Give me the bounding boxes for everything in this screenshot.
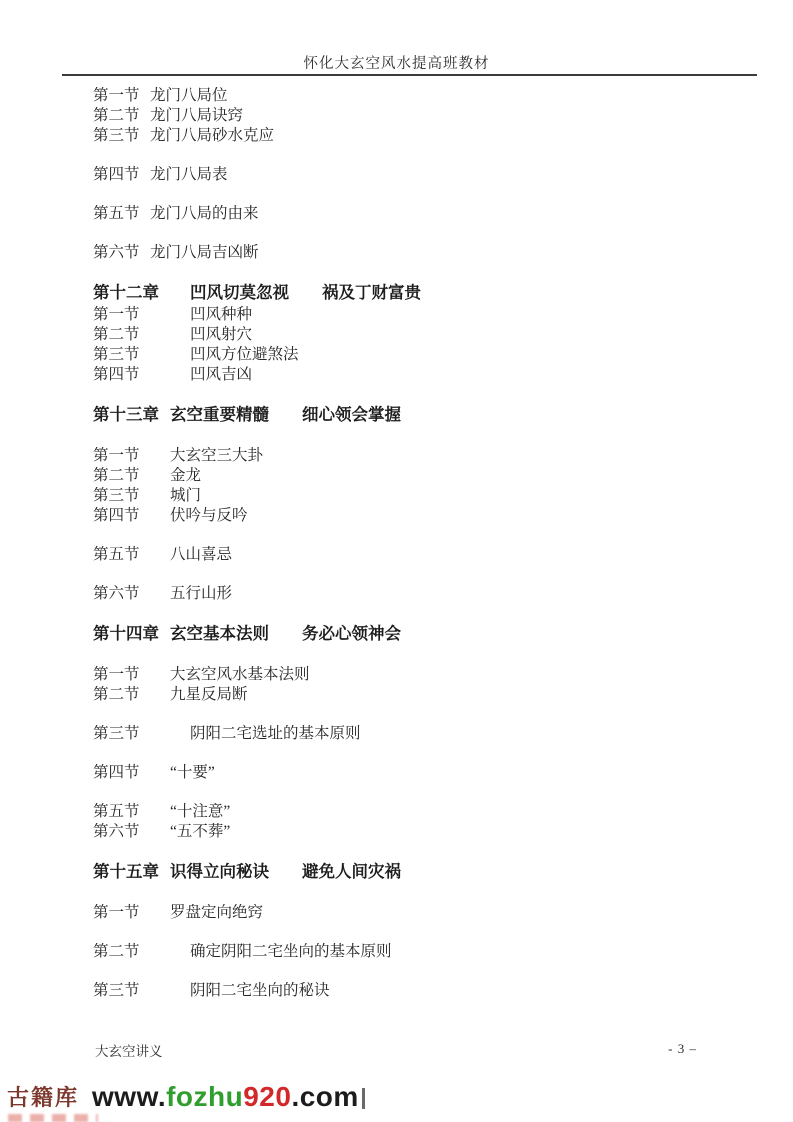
toc-row-title: 伏吟与反吟 bbox=[170, 507, 248, 524]
toc-row-title: 凹风射穴 bbox=[190, 326, 253, 343]
cropped-glyph bbox=[362, 1088, 365, 1109]
toc-section-row bbox=[93, 903, 777, 923]
toc-row-title: 凹风方位避煞法 bbox=[190, 346, 299, 363]
toc-section-row bbox=[93, 165, 777, 185]
toc-row-title: 确定阴阳二宅坐向的基本原则 bbox=[190, 943, 392, 960]
toc-row-label: 第六节 bbox=[93, 585, 140, 602]
toc-row-label: 第十二章 bbox=[93, 284, 159, 302]
toc-section-row bbox=[93, 486, 777, 506]
toc-row-title: 八山喜忌 bbox=[170, 546, 233, 563]
toc-section-row bbox=[93, 243, 777, 263]
toc-row-title: 玄空基本法则 务必心领神会 bbox=[170, 625, 401, 643]
footer-page-number: - 3 – bbox=[668, 1041, 697, 1056]
toc-section-row bbox=[93, 665, 777, 685]
toc-row-title: 凹风吉凶 bbox=[190, 366, 253, 383]
toc-row-label: 第三节 bbox=[93, 982, 140, 999]
toc-row-title: 九星反局断 bbox=[170, 686, 248, 703]
toc-row-label: 第三节 bbox=[93, 725, 140, 742]
toc-row-label: 第一节 bbox=[93, 904, 140, 921]
toc-row-label: 第一节 bbox=[93, 666, 140, 683]
toc-row-title: 金龙 bbox=[170, 467, 202, 484]
toc-row-label: 第四节 bbox=[93, 507, 140, 524]
toc-row-title: 识得立向秘诀 避免人间灾祸 bbox=[170, 863, 401, 881]
toc-row-label: 第二节 bbox=[93, 686, 140, 703]
toc-section-row bbox=[93, 584, 777, 604]
toc-section-row bbox=[93, 345, 777, 365]
toc-section-row bbox=[93, 942, 777, 962]
toc-chapter-row bbox=[93, 861, 777, 884]
watermark-url bbox=[92, 1081, 359, 1113]
toc-row-label: 第六节 bbox=[93, 823, 140, 840]
toc-row-label: 第一节 bbox=[93, 306, 140, 323]
toc-section-row bbox=[93, 126, 777, 146]
toc-row-label: 第三节 bbox=[93, 346, 140, 363]
toc-row-label: 第三节 bbox=[93, 127, 140, 144]
page-header-title: 怀化大玄空风水提高班教材 bbox=[303, 56, 490, 72]
toc-section-row bbox=[93, 802, 777, 822]
watermark-logo: 古籍库 bbox=[7, 1085, 80, 1110]
toc-row-title: 城门 bbox=[170, 487, 202, 504]
toc-row-title: 龙门八局的由来 bbox=[150, 205, 259, 222]
toc-row-label: 第一节 bbox=[93, 87, 140, 104]
toc-section-row bbox=[93, 763, 777, 783]
toc-row-title: 阴阳二宅选址的基本原则 bbox=[190, 725, 361, 742]
toc-chapter-row bbox=[93, 282, 777, 305]
toc-row-title: 凹风切莫忽视 祸及丁财富贵 bbox=[190, 284, 421, 302]
watermark-artifact bbox=[8, 1114, 98, 1122]
toc-section-row bbox=[93, 685, 777, 705]
header-rule bbox=[62, 74, 757, 76]
toc-section-row bbox=[93, 545, 777, 565]
toc-row-label: 第六节 bbox=[93, 244, 140, 261]
watermark bbox=[7, 1081, 365, 1113]
toc-row-label: 第二节 bbox=[93, 326, 140, 343]
toc-row-title: 五行山形 bbox=[170, 585, 233, 602]
toc-row-label: 第五节 bbox=[93, 205, 140, 222]
toc-row-title: 阴阳二宅坐向的秘诀 bbox=[190, 982, 330, 999]
toc-row-label: 第一节 bbox=[93, 447, 140, 464]
toc-row-label: 第二节 bbox=[93, 107, 140, 124]
toc-row-title: “五不葬” bbox=[170, 823, 231, 840]
toc-row-label: 第四节 bbox=[93, 764, 140, 781]
footer-doc-title: 大玄空讲义 bbox=[95, 1044, 163, 1059]
toc-row-title: 大玄空风水基本法则 bbox=[170, 666, 310, 683]
toc-row-title: 龙门八局诀窍 bbox=[150, 107, 244, 124]
toc-row-title: 龙门八局砂水克应 bbox=[150, 127, 275, 144]
watermark-url-red: 920 bbox=[243, 1081, 292, 1112]
toc-section-row bbox=[93, 305, 777, 325]
toc-row-title: 罗盘定向绝窍 bbox=[170, 904, 264, 921]
toc-row-title: “十要” bbox=[170, 764, 215, 781]
toc-section-row bbox=[93, 365, 777, 385]
toc-section-row bbox=[93, 506, 777, 526]
watermark-url-green: fozhu bbox=[166, 1081, 244, 1112]
watermark-url-prefix: www. bbox=[92, 1081, 167, 1112]
toc-section-row bbox=[93, 204, 777, 224]
toc-row-label: 第四节 bbox=[93, 366, 140, 383]
toc-section-row bbox=[93, 981, 777, 1001]
toc-row-title: 大玄空三大卦 bbox=[170, 447, 264, 464]
toc-row-label: 第二节 bbox=[93, 943, 140, 960]
toc-section-row bbox=[93, 325, 777, 345]
toc-row-label: 第五节 bbox=[93, 803, 140, 820]
toc-section-row bbox=[93, 724, 777, 744]
toc-row-title: 龙门八局吉凶断 bbox=[150, 244, 259, 261]
toc-row-label: 第十五章 bbox=[93, 863, 159, 881]
toc-row-title: 龙门八局位 bbox=[150, 87, 228, 104]
toc-chapter-row bbox=[93, 623, 777, 646]
toc-row-label: 第十三章 bbox=[93, 406, 159, 424]
toc-section-row bbox=[93, 106, 777, 126]
toc bbox=[93, 86, 777, 1001]
toc-row-title: 龙门八局表 bbox=[150, 166, 228, 183]
toc-row-title: “十注意” bbox=[170, 803, 231, 820]
toc-row-title: 凹风种种 bbox=[190, 306, 253, 323]
toc-row-label: 第二节 bbox=[93, 467, 140, 484]
toc-row-label: 第三节 bbox=[93, 487, 140, 504]
toc-section-row bbox=[93, 466, 777, 486]
toc-row-title: 玄空重要精髓 细心领会掌握 bbox=[170, 406, 401, 424]
toc-row-label: 第十四章 bbox=[93, 625, 159, 643]
toc-section-row bbox=[93, 86, 777, 106]
toc-row-label: 第四节 bbox=[93, 166, 140, 183]
toc-chapter-row bbox=[93, 404, 777, 427]
toc-section-row bbox=[93, 446, 777, 466]
watermark-url-suffix: .com bbox=[291, 1081, 359, 1112]
toc-row-label: 第五节 bbox=[93, 546, 140, 563]
toc-section-row bbox=[93, 822, 777, 842]
